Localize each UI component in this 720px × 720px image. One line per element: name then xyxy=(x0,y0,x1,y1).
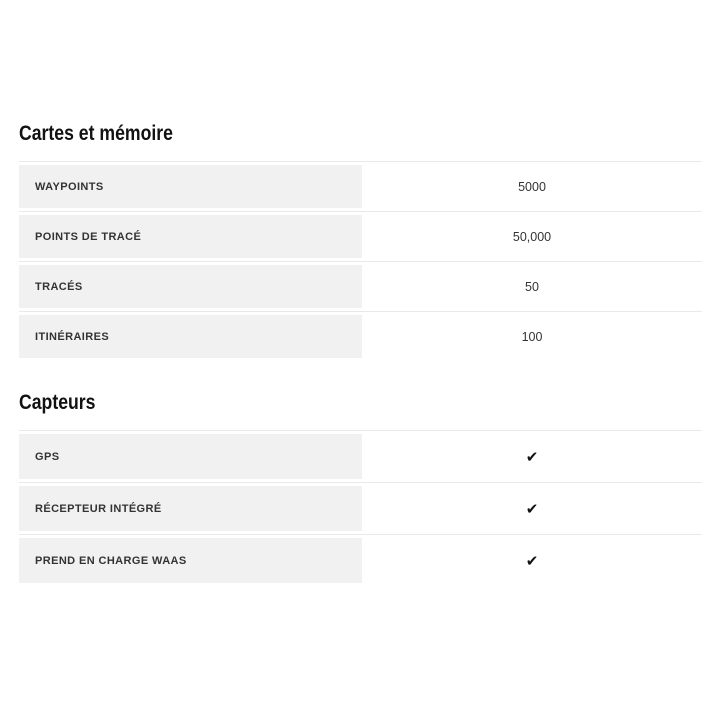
spec-row xyxy=(19,482,702,534)
spec-label: ITINÉRAIRES xyxy=(35,330,110,343)
spec-value-cell xyxy=(362,483,702,534)
spec-value: 5000 xyxy=(518,179,546,194)
spec-label-background xyxy=(19,265,362,308)
spec-label-cell xyxy=(19,535,362,586)
spec-label-cell xyxy=(19,262,362,311)
spec-section xyxy=(19,390,720,586)
spec-label: POINTS DE TRACÉ xyxy=(35,230,142,243)
section-title: Capteurs xyxy=(19,391,96,414)
spec-row xyxy=(19,430,702,482)
spec-value-cell xyxy=(362,535,702,586)
spec-table xyxy=(19,430,702,586)
spec-value: 100 xyxy=(521,329,543,344)
spec-value-cell xyxy=(362,162,702,211)
spec-label: TRACÉS xyxy=(35,280,83,293)
spec-value-cell xyxy=(362,212,702,261)
check-icon: ✔ xyxy=(525,552,539,570)
spec-label-background xyxy=(19,538,362,583)
spec-sections xyxy=(19,121,720,586)
check-icon: ✔ xyxy=(525,500,539,518)
check-icon: ✔ xyxy=(525,448,539,466)
spec-value-cell xyxy=(362,431,702,482)
spec-label: GPS xyxy=(35,450,60,463)
spec-section xyxy=(19,121,720,361)
spec-label-background xyxy=(19,315,362,358)
spec-label-cell xyxy=(19,483,362,534)
spec-label-background xyxy=(19,434,362,479)
spec-label-cell xyxy=(19,162,362,211)
spec-label-background xyxy=(19,165,362,208)
section-heading xyxy=(19,390,720,414)
spec-label: RÉCEPTEUR INTÉGRÉ xyxy=(35,502,162,515)
spec-table xyxy=(19,161,702,361)
section-title: Cartes et mémoire xyxy=(19,122,173,145)
spec-label-background xyxy=(19,215,362,258)
spec-row xyxy=(19,261,702,311)
spec-value-cell xyxy=(362,262,702,311)
spec-row xyxy=(19,534,702,586)
spec-row xyxy=(19,211,702,261)
spec-label-cell xyxy=(19,431,362,482)
spec-value: 50 xyxy=(525,279,539,294)
spec-value: 50,000 xyxy=(512,229,552,244)
spec-label-cell xyxy=(19,212,362,261)
section-heading xyxy=(19,121,720,145)
spec-label-cell xyxy=(19,312,362,361)
spec-row xyxy=(19,311,702,361)
spec-value-cell xyxy=(362,312,702,361)
spec-label: WAYPOINTS xyxy=(35,180,104,193)
spec-row xyxy=(19,161,702,211)
spec-label: PREND EN CHARGE WAAS xyxy=(35,554,187,567)
spec-label-background xyxy=(19,486,362,531)
